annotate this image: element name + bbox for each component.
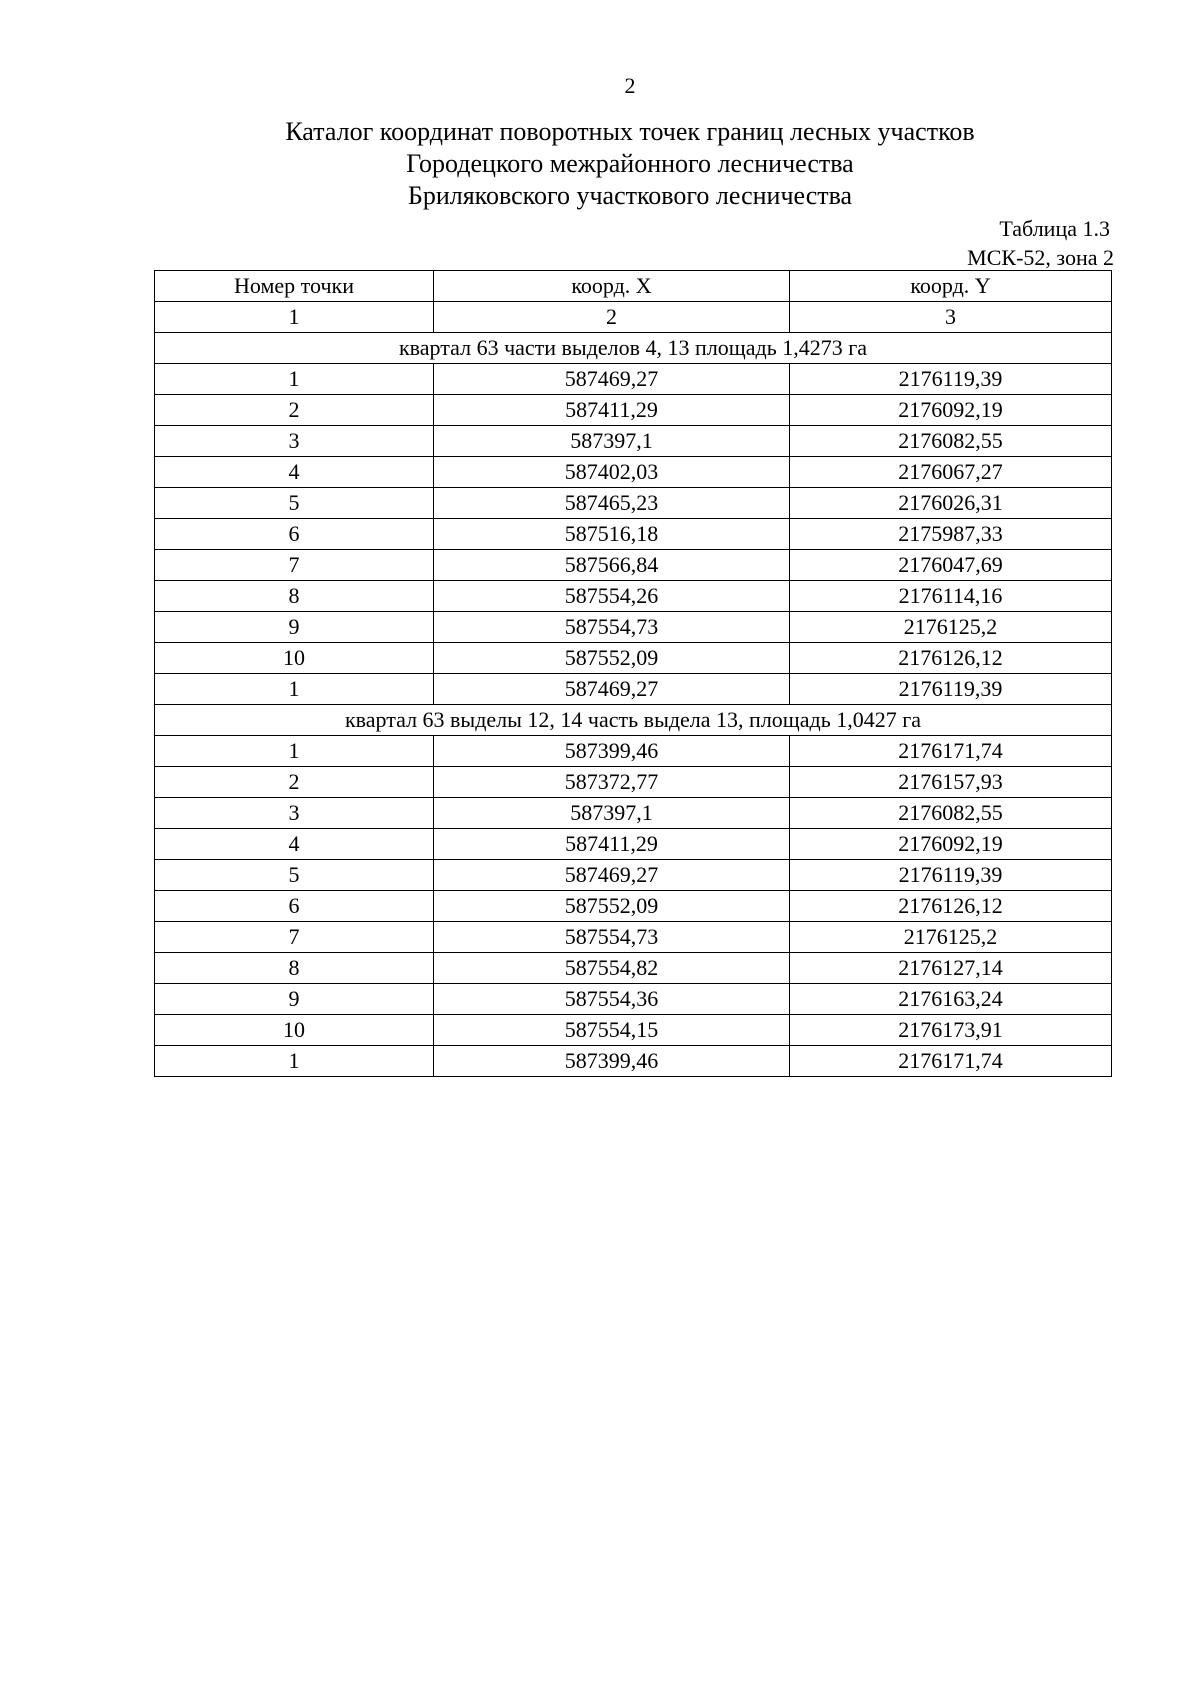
coord-x-cell: 587402,03 — [434, 457, 790, 488]
title-line-3: Бриляковского участкового лесничества — [407, 181, 853, 210]
column-number-row — [155, 302, 1112, 333]
coord-y-cell: 2176173,91 — [790, 1015, 1112, 1046]
coord-x-cell: 587554,36 — [434, 984, 790, 1015]
coord-x-cell: 587469,27 — [434, 860, 790, 891]
table-row — [155, 922, 1112, 953]
coord-y-cell: 2176157,93 — [790, 767, 1112, 798]
page-number: 2 — [624, 73, 636, 98]
document-title — [0, 116, 1200, 212]
point-number-cell: 2 — [155, 767, 434, 798]
table-row — [155, 674, 1112, 705]
point-number-cell: 2 — [155, 395, 434, 426]
table-row — [155, 767, 1112, 798]
coord-y-cell: 2176119,39 — [790, 364, 1112, 395]
point-number-cell: 8 — [155, 953, 434, 984]
point-number-cell: 1 — [155, 364, 434, 395]
point-number-cell: 1 — [155, 674, 434, 705]
point-number-cell: 4 — [155, 457, 434, 488]
table-row — [155, 581, 1112, 612]
coord-y-cell: 2175987,33 — [790, 519, 1112, 550]
coord-x-cell: 587397,1 — [434, 426, 790, 457]
point-number-cell: 4 — [155, 829, 434, 860]
point-number-cell: 5 — [155, 860, 434, 891]
coord-x-cell: 587469,27 — [434, 674, 790, 705]
table-row — [155, 798, 1112, 829]
coord-x-cell: 587552,09 — [434, 891, 790, 922]
table-row — [155, 550, 1112, 581]
coord-y-cell: 2176126,12 — [790, 891, 1112, 922]
point-number-cell: 7 — [155, 550, 434, 581]
coord-x-cell: 587554,26 — [434, 581, 790, 612]
column-number: 2 — [434, 302, 790, 333]
point-number-cell: 9 — [155, 984, 434, 1015]
coord-y-cell: 2176092,19 — [790, 395, 1112, 426]
point-number-cell: 5 — [155, 488, 434, 519]
coord-y-cell: 2176026,31 — [790, 488, 1112, 519]
header-point-number: Номер точки — [155, 271, 434, 302]
table-row — [155, 643, 1112, 674]
point-number-cell: 1 — [155, 736, 434, 767]
table-row — [155, 612, 1112, 643]
table-row — [155, 395, 1112, 426]
coord-y-cell: 2176067,27 — [790, 457, 1112, 488]
coord-y-cell: 2176171,74 — [790, 736, 1112, 767]
coord-x-cell: 587411,29 — [434, 829, 790, 860]
table-row — [155, 1015, 1112, 1046]
coord-y-cell: 2176127,14 — [790, 953, 1112, 984]
coord-x-cell: 587554,73 — [434, 922, 790, 953]
table-label: Таблица 1.3 — [999, 216, 1110, 241]
column-number: 3 — [790, 302, 1112, 333]
coord-x-cell: 587465,23 — [434, 488, 790, 519]
section-caption: квартал 63 выделы 12, 14 часть выдела 13, площадь 1,0427 га — [155, 705, 1112, 736]
coord-x-cell: 587411,29 — [434, 395, 790, 426]
table-row — [155, 519, 1112, 550]
header-coord-x: коорд. X — [434, 271, 790, 302]
coord-x-cell: 587552,09 — [434, 643, 790, 674]
coord-x-cell: 587399,46 — [434, 736, 790, 767]
coord-x-cell: 587566,84 — [434, 550, 790, 581]
table-row — [155, 829, 1112, 860]
point-number-cell: 7 — [155, 922, 434, 953]
coord-x-cell: 587516,18 — [434, 519, 790, 550]
coordinates-table — [154, 270, 1112, 1077]
header-coord-y: коорд. Y — [790, 271, 1112, 302]
point-number-cell: 3 — [155, 426, 434, 457]
table-row — [155, 488, 1112, 519]
coord-x-cell: 587372,77 — [434, 767, 790, 798]
table-row — [155, 426, 1112, 457]
table-row — [155, 457, 1112, 488]
point-number-cell: 9 — [155, 612, 434, 643]
coord-x-cell: 587554,15 — [434, 1015, 790, 1046]
coord-y-cell: 2176125,2 — [790, 922, 1112, 953]
coord-y-cell: 2176126,12 — [790, 643, 1112, 674]
coordinate-system-label: МСК-52, зона 2 — [967, 245, 1114, 270]
coord-x-cell: 587469,27 — [434, 364, 790, 395]
table-row — [155, 736, 1112, 767]
coord-y-cell: 2176163,24 — [790, 984, 1112, 1015]
table-body — [155, 333, 1112, 1077]
table-row — [155, 860, 1112, 891]
point-number-cell: 3 — [155, 798, 434, 829]
table-header-row — [155, 271, 1112, 302]
coord-y-cell: 2176125,2 — [790, 612, 1112, 643]
coord-y-cell: 2176082,55 — [790, 426, 1112, 457]
coord-x-cell: 587397,1 — [434, 798, 790, 829]
coord-x-cell: 587399,46 — [434, 1046, 790, 1077]
section-caption-row — [155, 705, 1112, 736]
title-line-2: Городецкого межрайонного лесничества — [406, 149, 854, 178]
coord-y-cell: 2176119,39 — [790, 860, 1112, 891]
section-caption: квартал 63 части выделов 4, 13 площадь 1,4273 га — [155, 333, 1112, 364]
coord-y-cell: 2176047,69 — [790, 550, 1112, 581]
point-number-cell: 10 — [155, 643, 434, 674]
table-row — [155, 953, 1112, 984]
table-row — [155, 891, 1112, 922]
coord-y-cell: 2176114,16 — [790, 581, 1112, 612]
point-number-cell: 8 — [155, 581, 434, 612]
title-line-1: Каталог координат поворотных точек границ лесных участков — [285, 117, 975, 146]
coord-x-cell: 587554,82 — [434, 953, 790, 984]
coord-y-cell: 2176171,74 — [790, 1046, 1112, 1077]
table-row — [155, 1046, 1112, 1077]
point-number-cell: 6 — [155, 891, 434, 922]
coord-y-cell: 2176082,55 — [790, 798, 1112, 829]
coord-y-cell: 2176092,19 — [790, 829, 1112, 860]
coord-x-cell: 587554,73 — [434, 612, 790, 643]
table-row — [155, 364, 1112, 395]
coord-y-cell: 2176119,39 — [790, 674, 1112, 705]
point-number-cell: 6 — [155, 519, 434, 550]
point-number-cell: 1 — [155, 1046, 434, 1077]
point-number-cell: 10 — [155, 1015, 434, 1046]
section-caption-row — [155, 333, 1112, 364]
table-row — [155, 984, 1112, 1015]
column-number: 1 — [155, 302, 434, 333]
